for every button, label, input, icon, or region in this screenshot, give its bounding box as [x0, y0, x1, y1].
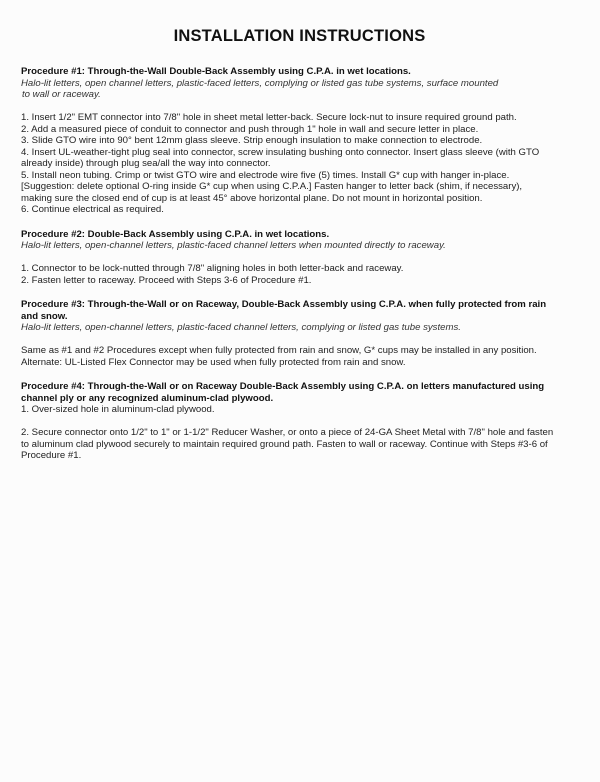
- procedure-1-subtitle-line: to wall or raceway.: [22, 89, 101, 100]
- procedure-3-subtitle-line: Halo-lit letters, open-channel letters, plastic-faced channel letters, complying or listed gas tube systems.: [21, 322, 461, 333]
- procedure-1-title: Procedure #1: Through-the-Wall Double-Back Assembly using C.P.A. in wet locations.: [21, 66, 411, 77]
- procedure-1-step-line: 1. Insert 1/2" EMT connector into 7/8" hole in sheet metal letter-back. Secure lock-nut to insure required ground path.: [21, 112, 517, 123]
- procedure-1-step-line: making sure the closed end of cup is at least 45° above horizontal plane. Do not mount in horizontal position.: [21, 192, 483, 204]
- procedure-3: [21, 299, 578, 368]
- procedure-3-step-line: Alternate: UL-Listed Flex Connector may be used when fully protected from rain and snow.: [21, 356, 406, 368]
- procedure-2-step-line: 2. Fasten letter to raceway. Proceed with Steps 3-6 of Procedure #1.: [21, 274, 312, 286]
- procedure-4-step-line: 2. Secure connector onto 1/2" to 1" or 1-1/2" Reducer Washer, or onto a piece of 24-GA Sheet Metal with 7/8" hole and fasten: [21, 427, 554, 438]
- procedure-4-title-line: channel ply or any recognized aluminum-clad plywood.: [21, 392, 274, 404]
- procedure-2: [21, 229, 578, 287]
- procedure-1-step-line: already inside) through plug sea/all the way into connector.: [21, 158, 271, 169]
- procedure-1-step-line: [Suggestion: delete optional O-ring inside G* cup when using C.P.A.] Fasten hanger to letter back (shim, if necessary),: [21, 181, 523, 192]
- procedure-2-step-line: 1. Connector to be lock-nutted through 7/8" aligning holes in both letter-back and raceway.: [21, 263, 404, 274]
- procedure-1-subtitle-line: Halo-lit letters, open channel letters, plastic-faced letters, complying or listed gas tube systems, surface mounted: [21, 77, 499, 89]
- page-title: INSTALLATION INSTRUCTIONS: [173, 27, 426, 45]
- procedure-4: [21, 381, 578, 462]
- procedure-2-subtitle-line: Halo-lit letters, open-channel letters, plastic-faced channel letters when mounted directly to raceway.: [21, 240, 446, 251]
- procedure-1-step-line: 3. Slide GTO wire into 90° bent 12mm glass sleeve. Strip enough insulation to make connection to electrode.: [21, 135, 483, 146]
- procedure-1-step-line: 6. Continue electrical as required.: [21, 204, 164, 215]
- procedure-1: [21, 66, 578, 216]
- procedure-3-step-line: Same as #1 and #2 Procedures except when fully protected from rain and snow, G* cups may be installed in any position.: [21, 345, 537, 356]
- procedure-1-step-line: 5. Install neon tubing. Crimp or twist GTO wire and electrode wire five (5) times. Install G* cup with hanger in-place.: [21, 169, 510, 181]
- procedure-2-title: Procedure #2: Double-Back Assembly using C.P.A. in wet locations.: [21, 228, 330, 240]
- procedure-3-title-line: and snow.: [21, 310, 68, 322]
- procedure-1-step-line: 4. Insert UL-weather-tight plug seal into connector, screw insulating bushing onto connector. Insert glass sleeve (with GTO: [21, 146, 540, 158]
- procedure-4-step-line: to aluminum clad plywood securely to maintain required ground path. Fasten to wall or raceway. Continue with Steps #3-6 of: [21, 438, 548, 450]
- procedure-4-step-line: 1. Over-sized hole in aluminum-clad plywood.: [21, 404, 215, 415]
- procedure-1-step-line: 2. Add a measured piece of conduit to connector and push through 1" hole in wall and secure letter in place.: [21, 123, 479, 135]
- procedure-4-title-line: Procedure #4: Through-the-Wall or on Raceway Double-Back Assembly using C.P.A. on letters manufactured using: [21, 381, 545, 392]
- procedure-4-step-line: Procedure #1.: [21, 450, 82, 461]
- procedure-3-title-line: Procedure #3: Through-the-Wall or on Raceway, Double-Back Assembly using C.P.A. when fully protected from rain: [21, 299, 547, 310]
